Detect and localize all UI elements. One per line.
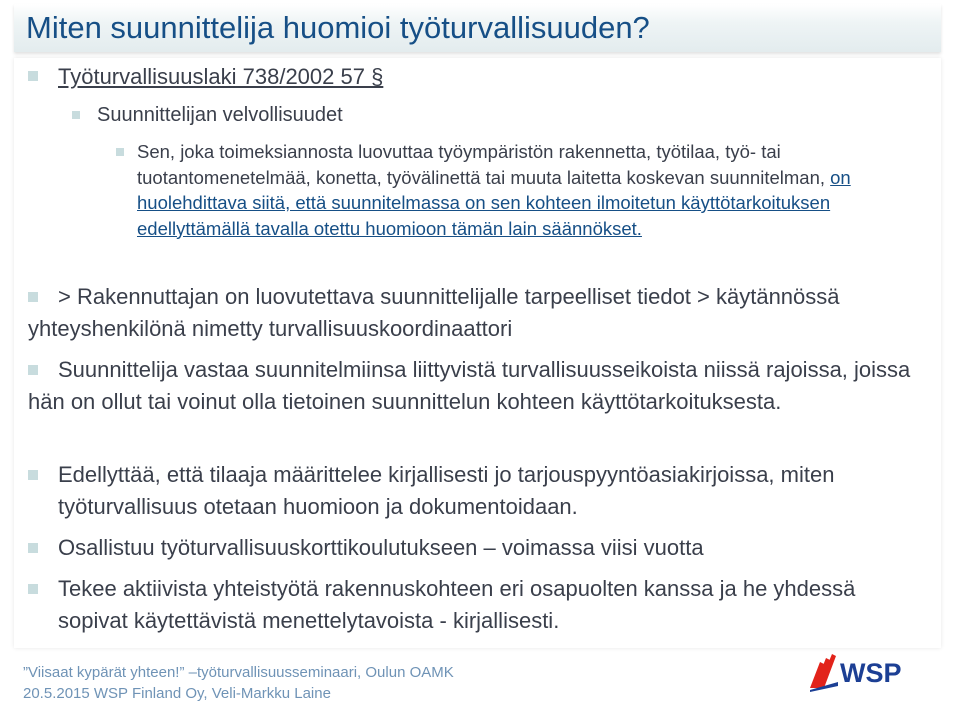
- bullet-marker: [28, 470, 38, 480]
- bullet-rakennuttaja: > Rakennuttajan on luovutettava suunnittelijalle tarpeelliset tiedot > käytännössä yhteyshenkilönä nimetty turvallisuuskoordinaattori: [28, 284, 840, 341]
- bullet-osallistuu: Osallistuu työturvallisuuskorttikoulutukseen – voimassa viisi vuotta: [58, 535, 704, 560]
- bullet-tekee: Tekee aktiivista yhteistyötä rakennuskohteen eri osapuolten kanssa ja he yhdessä sopivat käytettävistä menettelytavoista - kirjallisesti.: [58, 576, 856, 633]
- bullet-marker: [72, 111, 80, 119]
- logo-text: WSP: [840, 658, 902, 688]
- law-paragraph-text: Sen, joka toimeksiannosta luovuttaa työympäristön rakennetta, työtilaa, työ- tai tuotantomenetelmää, konetta, työvälinettä tai muuta laitetta koskevan suunnitelman,: [137, 141, 831, 188]
- footer-line-2: 20.5.2015 WSP Finland Oy, Veli-Markku Laine: [23, 685, 331, 702]
- footer-line-1: ”Viisaat kypärät yhteen!” –työturvallisuusseminaari, Oulun OAMK: [23, 664, 454, 681]
- slide-title: Miten suunnittelija huomioi työturvallisuuden?: [26, 10, 650, 45]
- law-paragraph: [137, 139, 937, 241]
- law-heading: Työturvallisuuslaki 738/2002 57 §: [58, 64, 384, 89]
- bullet-marker: [28, 71, 38, 81]
- bullet-marker: [116, 148, 124, 156]
- bullet-marker: [28, 584, 38, 594]
- law-paragraph-link[interactable]: on huolehdittava siitä, että suunnitelmassa on sen kohteen ilmoitetun käyttötarkoituksen edellyttämällä tavalla otettu huomioon tämän lain säännökset.: [137, 166, 851, 239]
- bullet-marker: [28, 543, 38, 553]
- bullet-edellyttaa: Edellyttää, että tilaaja määrittelee kirjallisesti jo tarjouspyyntöasiakirjoissa, miten työturvallisuus otetaan huomioon ja dokumentoidaan.: [58, 462, 835, 519]
- bullet-suunnittelija-vastaa: Suunnittelija vastaa suunnitelmiinsa liittyvistä turvallisuusseikoista niissä rajoissa, joissa hän on ollut tai voinut olla tietoinen suunnittelun kohteen käyttötarkoituksesta.: [28, 357, 911, 414]
- wsp-logo-icon: [808, 652, 912, 692]
- sub-heading: Suunnittelijan velvollisuudet: [97, 104, 343, 126]
- wsp-logo: [808, 652, 912, 692]
